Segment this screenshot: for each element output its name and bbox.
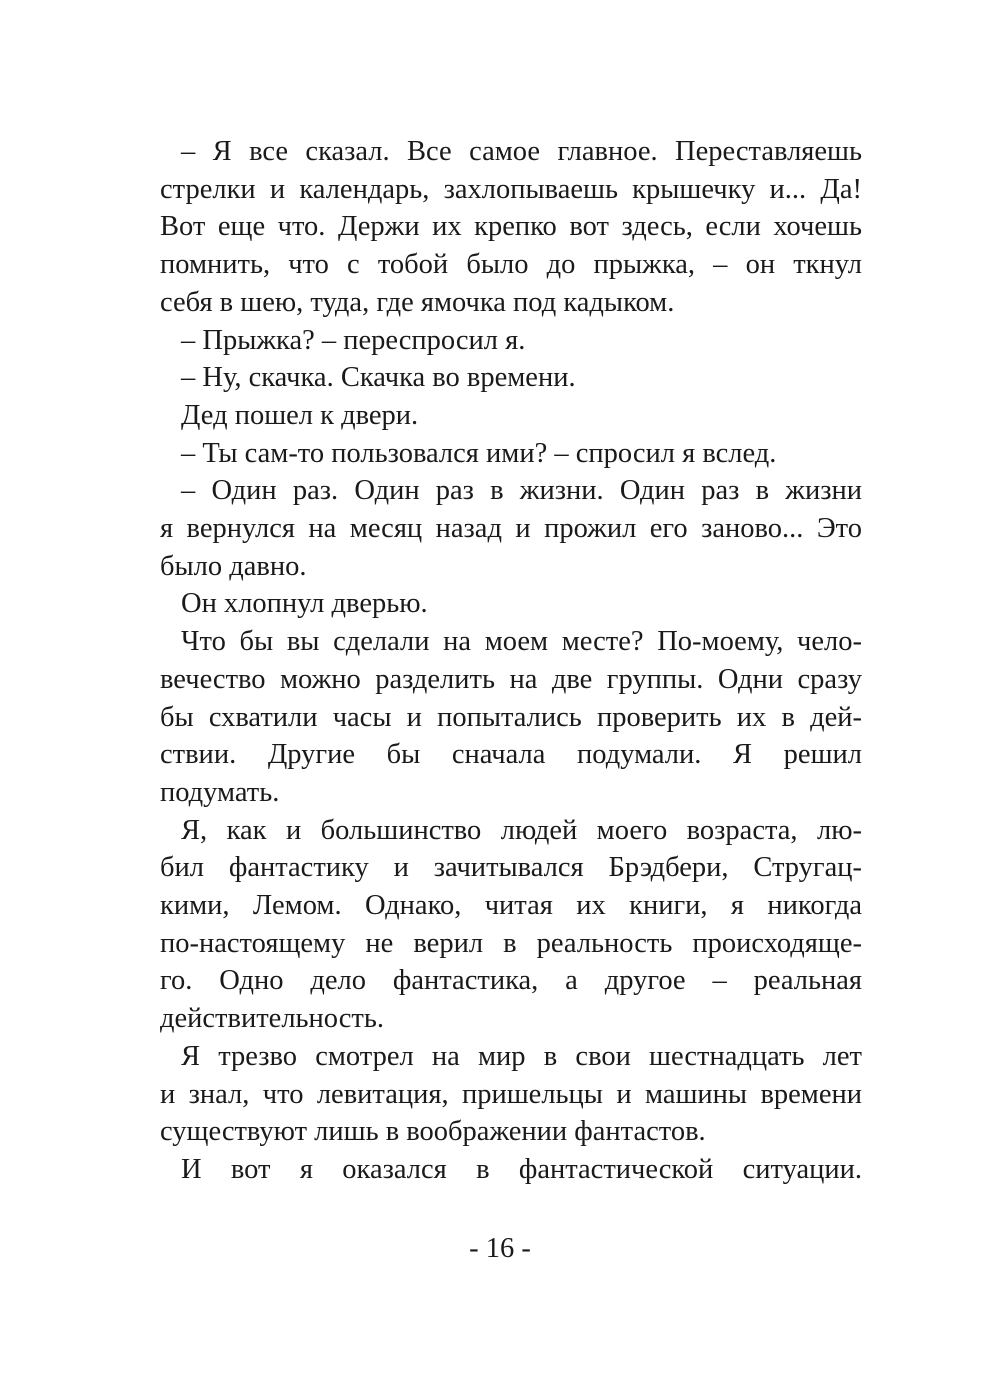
text-line: го. Одно дело фантастика, а другое – реальная bbox=[160, 965, 862, 997]
paragraph bbox=[160, 1038, 862, 1151]
text-line: я вернулся на месяц назад и прожил его заново... Это bbox=[160, 513, 862, 545]
text-line: себя в шею, туда, где ямочка под кадыком. bbox=[160, 286, 675, 318]
paragraph bbox=[160, 133, 862, 322]
text-line: Я, как и большинство людей моего возраста, лю- bbox=[181, 814, 862, 846]
paragraph bbox=[160, 397, 862, 435]
text-line: Что бы вы сделали на моем месте? По-моему, чело- bbox=[181, 626, 862, 658]
text-line: Я трезво смотрел на мир в свои шестнадцать лет bbox=[181, 1040, 862, 1072]
paragraph bbox=[160, 812, 862, 1038]
text-line: стрелки и календарь, захлопываешь крышечку и... Да! bbox=[160, 173, 862, 205]
text-line: бил фантастику и зачитывался Брэдбери, Стругац- bbox=[160, 852, 862, 884]
text-line: по-настоящему не верил в реальность происходяще- bbox=[160, 927, 862, 959]
paragraph bbox=[160, 623, 862, 812]
paragraph bbox=[160, 322, 862, 360]
text-line: бы схватили часы и попытались проверить их в дей- bbox=[160, 701, 862, 733]
paragraph bbox=[160, 359, 862, 397]
text-line: помнить, что с тобой было до прыжка, – он ткнул bbox=[160, 249, 862, 281]
paragraph bbox=[160, 585, 862, 623]
text-line: – Прыжка? – переспросил я. bbox=[181, 324, 526, 356]
text-line: Дед пошел к двери. bbox=[181, 399, 419, 431]
paragraph bbox=[160, 435, 862, 473]
text-line: – Один раз. Один раз в жизни. Один раз в жизни bbox=[181, 475, 862, 507]
text-line: действительность. bbox=[160, 1003, 384, 1035]
page-number: - 16 - bbox=[469, 1233, 531, 1264]
text-line: ствии. Другие бы сначала подумали. Я решил bbox=[160, 739, 862, 771]
text-line: – Я все сказал. Все самое главное. Переставляешь bbox=[181, 136, 862, 167]
text-line: Вот еще что. Держи их крепко вот здесь, если хочешь bbox=[160, 211, 862, 243]
text-line: было давно. bbox=[160, 550, 307, 582]
text-line: вечество можно разделить на две группы. Одни сразу bbox=[160, 663, 862, 695]
body-text bbox=[160, 133, 862, 1189]
text-line: кими, Лемом. Однако, читая их книги, я никогда bbox=[160, 890, 862, 922]
text-line: – Ты сам-то пользовался ими? – спросил я вслед. bbox=[181, 437, 777, 469]
text-line: Он хлопнул дверью. bbox=[181, 588, 428, 620]
text-line: существуют лишь в воображении фантастов. bbox=[160, 1116, 706, 1148]
text-line: – Ну, скачка. Скачка во времени. bbox=[181, 362, 576, 394]
text-line: подумать. bbox=[160, 776, 280, 808]
paragraph bbox=[160, 472, 862, 585]
paragraph bbox=[160, 1151, 862, 1189]
text-line: И вот я оказался в фантастической ситуации. bbox=[181, 1153, 862, 1185]
text-line: и знал, что левитация, пришельцы и машины времени bbox=[160, 1078, 862, 1110]
